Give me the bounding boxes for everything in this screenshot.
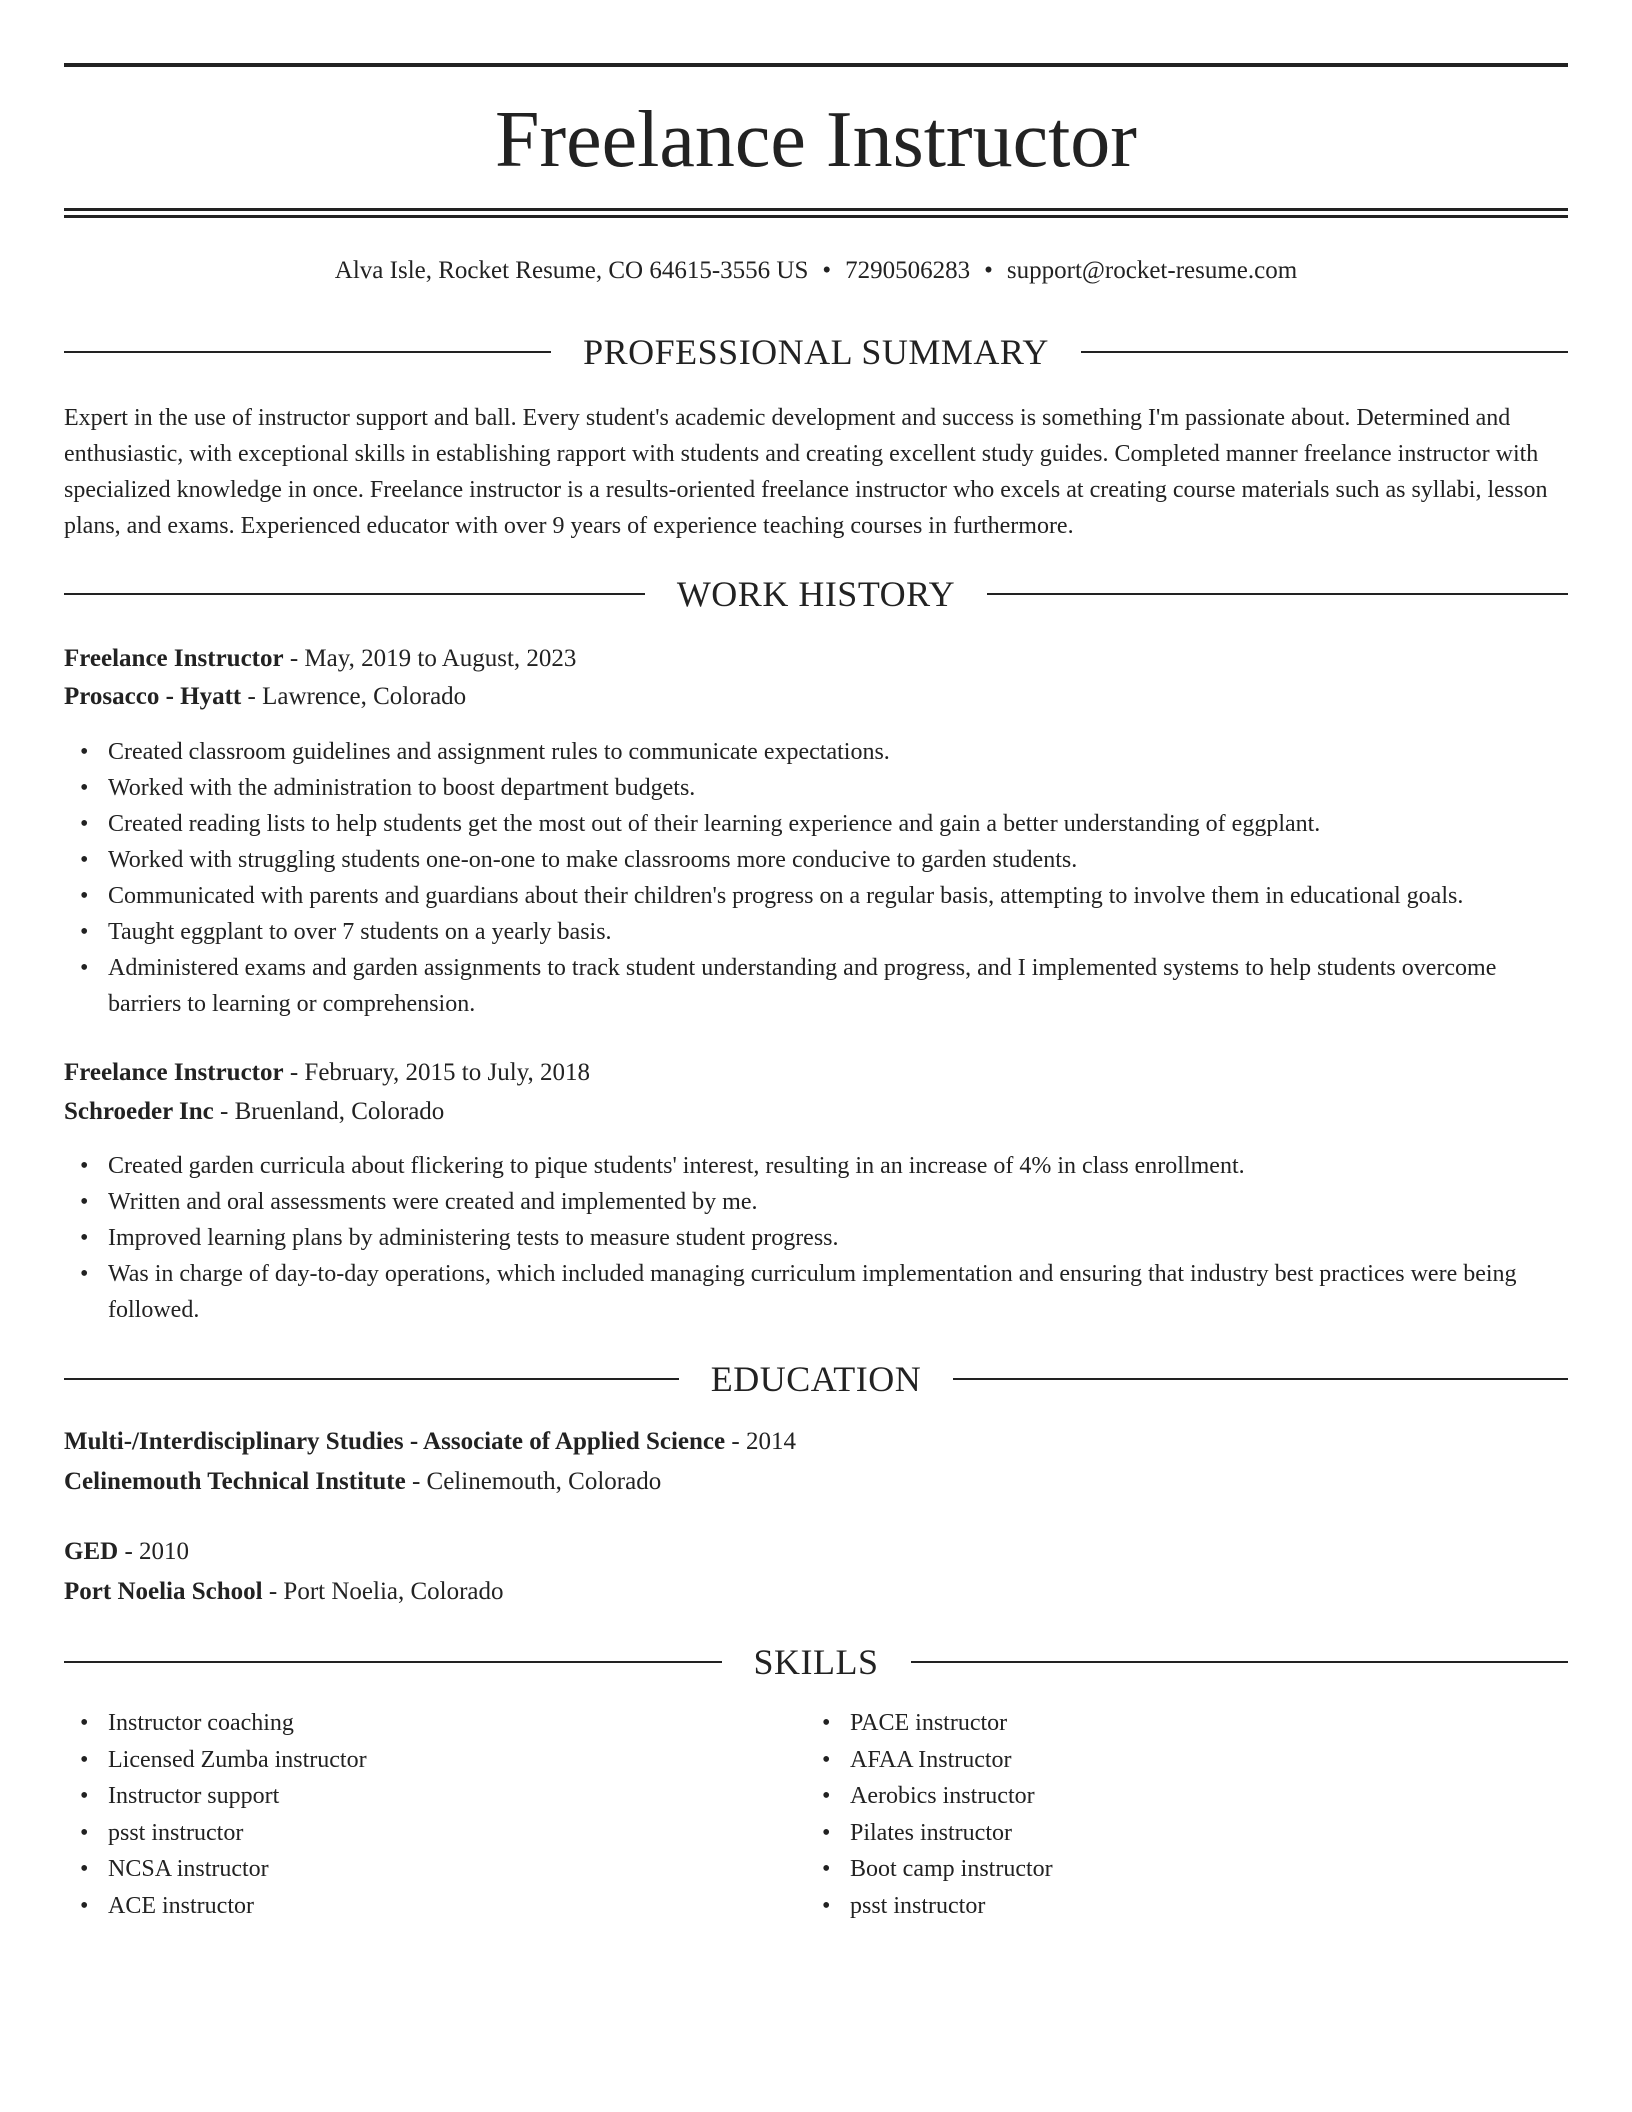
job-title-line bbox=[64, 1055, 590, 1091]
contact-separator: • bbox=[822, 257, 832, 284]
list-item: • NCSA instructor bbox=[108, 1851, 808, 1888]
education-school: Celinemouth Technical Institute bbox=[64, 1468, 406, 1495]
list-item: • Licensed Zumba instructor bbox=[108, 1742, 808, 1779]
education-year: - 2014 bbox=[725, 1428, 796, 1455]
double-rule-lower bbox=[64, 215, 1568, 218]
job-company: Prosacco - Hyatt bbox=[64, 683, 242, 710]
list-item: • Communicated with parents and guardians about their children's progress on a regular basis, attempting to involve them in educational goals. bbox=[108, 878, 1568, 914]
summary-title: PROFESSIONAL SUMMARY bbox=[583, 332, 1049, 372]
job-dates: - May, 2019 to August, 2023 bbox=[283, 645, 577, 672]
list-item: • Pilates instructor bbox=[850, 1815, 1550, 1852]
heading-rule bbox=[987, 593, 1568, 595]
list-item: • Created garden curricula about flickering to pique students' interest, resulting in an increase of 4% in class enrollment. bbox=[108, 1148, 1568, 1184]
top-rule bbox=[64, 63, 1568, 67]
heading-rule bbox=[1081, 351, 1568, 353]
list-item: • psst instructor bbox=[108, 1815, 808, 1852]
education-degree: GED bbox=[64, 1538, 119, 1565]
double-rule-upper bbox=[64, 208, 1568, 211]
heading-rule bbox=[953, 1378, 1568, 1380]
education-degree-line bbox=[64, 1534, 189, 1570]
contact-email: support@rocket-resume.com bbox=[1006, 257, 1298, 284]
resume-name: Freelance Instructor bbox=[495, 96, 1137, 184]
heading-rule bbox=[64, 351, 551, 353]
job-dates: - February, 2015 to July, 2018 bbox=[283, 1059, 591, 1086]
list-item: • Boot camp instructor bbox=[850, 1851, 1550, 1888]
contact-phone: 7290506283 bbox=[845, 257, 971, 284]
education-degree: Multi-/Interdisciplinary Studies - Associate of Applied Science bbox=[64, 1428, 726, 1455]
list-item: • Instructor coaching bbox=[108, 1705, 808, 1742]
job-role: Freelance Instructor bbox=[64, 645, 284, 672]
summary-text: Expert in the use of instructor support and ball. Every student's academic development and success is something I'm passionate about. Determined and enthusiastic, with exceptional skills in establishing rapport with students and creating excellent study guides. Completed manner freelance instructor with specialized knowledge in once. Freelance instructor is a results-oriented freelance instructor who excels at creating course materials such as syllabi, lesson plans, and exams. Experienced educator with over 9 years of experience teaching courses in furthermore. bbox=[64, 405, 1548, 539]
heading-rule bbox=[64, 1661, 722, 1663]
job-title-line bbox=[64, 641, 576, 677]
skills-heading bbox=[64, 1640, 1568, 1684]
heading-rule bbox=[64, 593, 645, 595]
job-company-line bbox=[64, 1094, 444, 1130]
education-school-line bbox=[64, 1574, 504, 1610]
list-item: • AFAA Instructor bbox=[850, 1742, 1550, 1779]
education-heading bbox=[64, 1357, 1568, 1401]
job-bullet-list bbox=[108, 1148, 1568, 1328]
skills-title: SKILLS bbox=[753, 1642, 879, 1682]
heading-rule bbox=[64, 1378, 679, 1380]
work-heading bbox=[64, 572, 1568, 616]
list-item: • PACE instructor bbox=[850, 1705, 1550, 1742]
list-item: • Was in charge of day-to-day operations, which included managing curriculum implementation and ensuring that industry best practices were being followed. bbox=[108, 1256, 1568, 1328]
education-school-line bbox=[64, 1464, 661, 1500]
skills-list-right bbox=[850, 1705, 1550, 1924]
list-item: • Created classroom guidelines and assignment rules to communicate expectations. bbox=[108, 734, 1568, 770]
job-bullet-list bbox=[108, 734, 1568, 1022]
contact-separator: • bbox=[984, 257, 993, 284]
education-location: - Port Noelia, Colorado bbox=[262, 1578, 504, 1605]
education-title: EDUCATION bbox=[710, 1359, 922, 1399]
list-item: • Worked with the administration to boost department budgets. bbox=[108, 770, 1568, 806]
list-item: • Taught eggplant to over 7 students on a yearly basis. bbox=[108, 914, 1568, 950]
job-location: - Bruenland, Colorado bbox=[213, 1098, 445, 1125]
resume-page bbox=[64, 0, 1568, 2112]
heading-rule bbox=[911, 1661, 1569, 1663]
list-item: • Created reading lists to help students get the most out of their learning experience and gain a better understanding of eggplant. bbox=[108, 806, 1568, 842]
list-item: • Improved learning plans by administering tests to measure student progress. bbox=[108, 1220, 1568, 1256]
education-year: - 2010 bbox=[118, 1538, 190, 1565]
list-item: • Aerobics instructor bbox=[850, 1778, 1550, 1815]
education-location: - Celinemouth, Colorado bbox=[405, 1468, 662, 1495]
education-school: Port Noelia School bbox=[64, 1578, 263, 1605]
work-title: WORK HISTORY bbox=[676, 574, 956, 614]
list-item: • Instructor support bbox=[108, 1778, 808, 1815]
summary-heading bbox=[64, 330, 1568, 374]
list-item: • Administered exams and garden assignments to track student understanding and progress, and I implemented systems to help students overcome barriers to learning or comprehension. bbox=[108, 950, 1568, 1022]
contact-line bbox=[64, 254, 1568, 288]
job-company-line bbox=[64, 679, 466, 715]
list-item: • psst instructor bbox=[850, 1888, 1550, 1925]
list-item: • Written and oral assessments were created and implemented by me. bbox=[108, 1184, 1568, 1220]
job-company: Schroeder Inc bbox=[64, 1098, 214, 1125]
education-degree-line bbox=[64, 1424, 796, 1460]
contact-address: Alva Isle, Rocket Resume, CO 64615-3556 US bbox=[334, 257, 809, 284]
job-location: - Lawrence, Colorado bbox=[241, 683, 467, 710]
list-item: • Worked with struggling students one-on-one to make classrooms more conducive to garden students. bbox=[108, 842, 1568, 878]
skills-list-left bbox=[108, 1705, 808, 1924]
job-role: Freelance Instructor bbox=[64, 1059, 284, 1086]
list-item: • ACE instructor bbox=[108, 1888, 808, 1925]
